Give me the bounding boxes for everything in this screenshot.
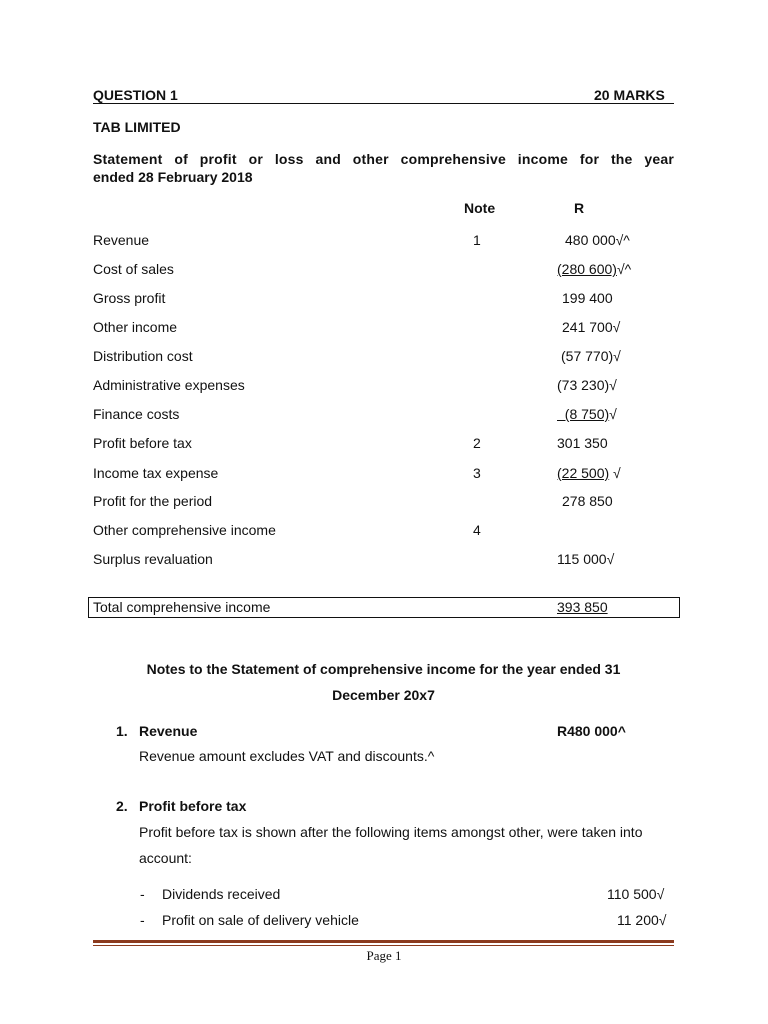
list-item-label: Dividends received (162, 886, 281, 902)
row-label: Gross profit (93, 290, 166, 306)
header-underline (93, 103, 674, 104)
footer-rule-thin (93, 945, 674, 946)
note-column-header: Note (464, 200, 496, 216)
row-label: Profit for the period (93, 493, 213, 509)
note2-number: 2. (116, 798, 128, 814)
footer-rule-thick (93, 940, 674, 943)
row-label: Cost of sales (93, 261, 174, 277)
list-bullet: - (140, 912, 145, 928)
total-label: Total comprehensive income (93, 599, 271, 615)
notes-title-line2: December 20x7 (332, 687, 435, 703)
currency-column-header: R (574, 200, 585, 216)
note1-amount: R480 000^ (557, 723, 626, 739)
page-number: Page 1 (366, 948, 402, 963)
question-label: QUESTION 1 (93, 87, 178, 103)
row-amount: (57 770)√ (561, 348, 621, 364)
row-amount: 199 400 (562, 290, 613, 306)
note1-text: Revenue amount excludes VAT and discounts.^ (139, 748, 435, 764)
list-item-label: Profit on sale of delivery vehicle (162, 912, 359, 928)
row-note: 1 (473, 232, 481, 248)
row-label: Distribution cost (93, 348, 193, 364)
row-label: Other income (93, 319, 178, 335)
row-amount: (280 600)√^ (557, 261, 632, 277)
notes-title-line1: Notes to the Statement of comprehensive income for the year ended 31 (146, 661, 621, 677)
marks-label: 20 MARKS (594, 87, 665, 103)
row-amount: (22 500) √ (557, 465, 621, 481)
note2-heading: Profit before tax (139, 798, 247, 814)
row-note: 3 (473, 465, 481, 481)
row-amount: 278 850 (562, 493, 613, 509)
row-label: Other comprehensive income (93, 522, 276, 538)
note1-heading: Revenue (139, 723, 198, 739)
row-label: Finance costs (93, 406, 180, 422)
row-label: Revenue (93, 232, 150, 248)
total-amount: 393 850 (557, 599, 608, 615)
row-note: 4 (473, 522, 481, 538)
row-amount: 301 350 (557, 435, 608, 451)
statement-title-line1: Statement of profit or loss and other comprehensive income for the year (93, 151, 674, 167)
row-label: Administrative expenses (93, 377, 245, 393)
list-item-amount: 110 500√ (607, 886, 665, 902)
row-note: 2 (473, 435, 481, 451)
row-label: Profit before tax (93, 435, 192, 451)
row-label: Income tax expense (93, 465, 219, 481)
note1-number: 1. (116, 723, 128, 739)
row-amount: 115 000√ (557, 551, 615, 567)
row-amount: (73 230)√ (557, 377, 617, 393)
row-amount: (8 750)√ (557, 406, 617, 422)
company-name: TAB LIMITED (93, 119, 181, 135)
row-amount-underlined: (280 600) (557, 261, 617, 277)
note2-text: Profit before tax is shown after the following items amongst other, were taken into account: (139, 824, 643, 866)
row-label: Surplus revaluation (93, 551, 213, 567)
list-bullet: - (140, 886, 145, 902)
list-item-amount: 11 200√ (617, 912, 667, 928)
row-amount: 480 000√^ (565, 232, 630, 248)
row-amount: 241 700√ (562, 319, 621, 335)
statement-title-line2: ended 28 February 2018 (93, 169, 253, 185)
